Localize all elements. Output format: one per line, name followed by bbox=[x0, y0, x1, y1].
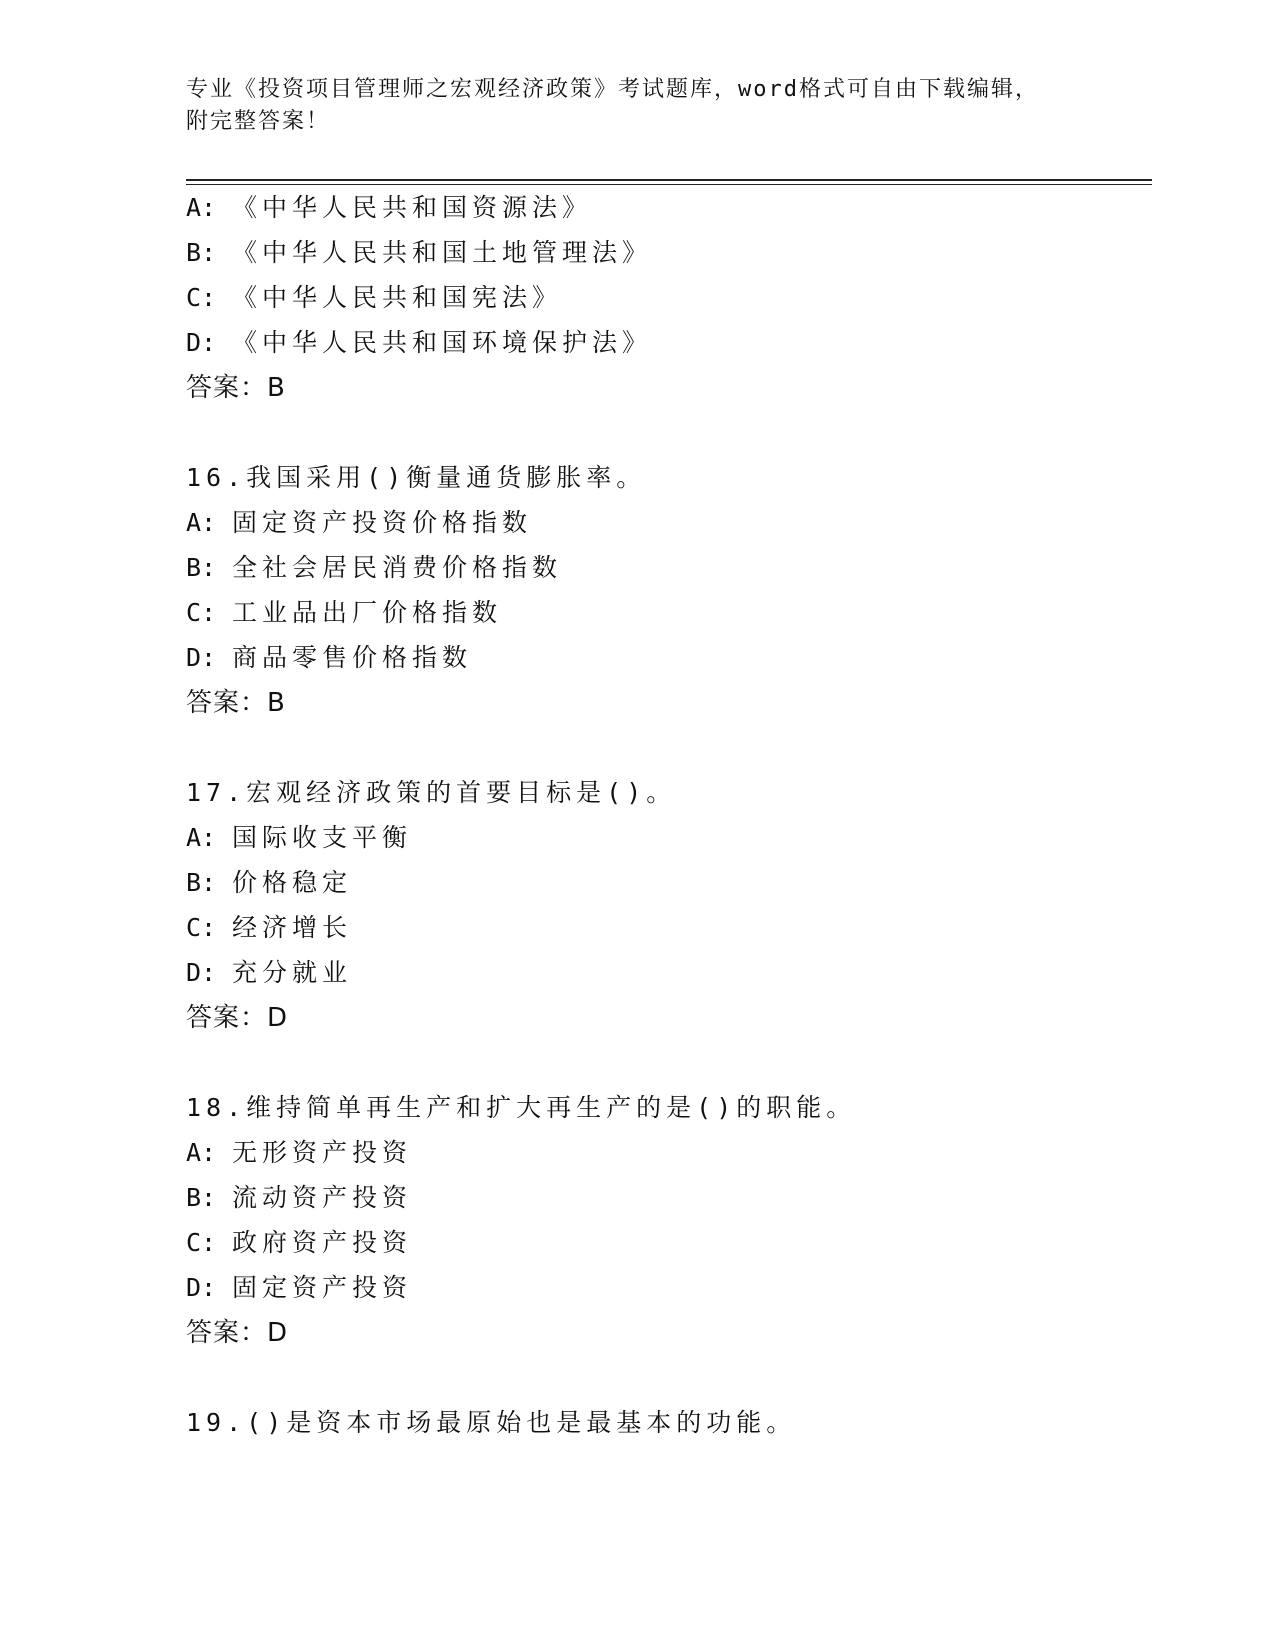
option-label: D: bbox=[186, 643, 217, 672]
option-text: 《中华人民共和国环境保护法》 bbox=[232, 328, 653, 357]
option-text: 商品零售价格指数 bbox=[232, 643, 473, 672]
document-header bbox=[186, 74, 1066, 138]
option-text: 价格稳定 bbox=[232, 868, 353, 897]
option-d bbox=[186, 957, 352, 989]
option-d bbox=[186, 1272, 412, 1304]
option-text: 国际收支平衡 bbox=[232, 823, 413, 852]
option-text: 充分就业 bbox=[232, 958, 353, 987]
option-text: 《中华人民共和国宪法》 bbox=[232, 283, 563, 312]
answer-line: 答案：B bbox=[186, 688, 286, 718]
question-17: 17.宏观经济政策的首要目标是()。 bbox=[186, 778, 677, 807]
option-text: 经济增长 bbox=[232, 913, 353, 942]
answer-line: 答案：D bbox=[186, 1318, 289, 1348]
option-b bbox=[186, 237, 652, 269]
option-text: 全社会居民消费价格指数 bbox=[232, 553, 563, 582]
option-a bbox=[186, 192, 592, 224]
header-line-1: 专业《投资项目管理师之宏观经济政策》考试题库，word格式可自由下载编辑， bbox=[186, 77, 1039, 102]
option-label: B: bbox=[186, 238, 217, 267]
option-label: B: bbox=[186, 553, 217, 582]
option-text: 《中华人民共和国土地管理法》 bbox=[232, 238, 653, 267]
header-rule-thin bbox=[186, 184, 1152, 185]
option-label: A: bbox=[186, 193, 217, 222]
option-label: A: bbox=[186, 823, 217, 852]
option-text: 无形资产投资 bbox=[232, 1138, 413, 1167]
option-a bbox=[186, 822, 412, 854]
question-16: 16.我国采用()衡量通货膨胀率。 bbox=[186, 463, 647, 492]
option-text: 固定资产投资 bbox=[232, 1273, 413, 1302]
option-c bbox=[186, 282, 562, 314]
option-c bbox=[186, 1227, 412, 1259]
option-d bbox=[186, 642, 472, 674]
option-text: 政府资产投资 bbox=[232, 1228, 413, 1257]
option-text: 工业品出厂价格指数 bbox=[232, 598, 503, 627]
option-label: D: bbox=[186, 1273, 217, 1302]
option-label: B: bbox=[186, 868, 217, 897]
option-label: C: bbox=[186, 913, 217, 942]
question-18: 18.维持简单再生产和扩大再生产的是()的职能。 bbox=[186, 1093, 857, 1122]
question-19: 19.()是资本市场最原始也是最基本的功能。 bbox=[186, 1408, 797, 1437]
option-text: 流动资产投资 bbox=[232, 1183, 413, 1212]
header-rule-thick bbox=[186, 179, 1152, 181]
option-label: A: bbox=[186, 1138, 217, 1167]
option-label: B: bbox=[186, 1183, 217, 1212]
option-b bbox=[186, 1182, 412, 1214]
option-label: D: bbox=[186, 958, 217, 987]
answer-line: 答案：D bbox=[186, 1003, 289, 1033]
option-label: D: bbox=[186, 328, 217, 357]
option-text: 《中华人民共和国资源法》 bbox=[232, 193, 593, 222]
option-text: 固定资产投资价格指数 bbox=[232, 508, 533, 537]
option-label: C: bbox=[186, 283, 217, 312]
option-a bbox=[186, 507, 532, 539]
option-b bbox=[186, 552, 562, 584]
option-b bbox=[186, 867, 352, 899]
option-label: C: bbox=[186, 1228, 217, 1257]
option-a bbox=[186, 1137, 412, 1169]
option-d bbox=[186, 327, 652, 359]
answer-line: 答案：B bbox=[186, 373, 286, 403]
header-line-2: 附完整答案！ bbox=[186, 109, 331, 134]
option-label: C: bbox=[186, 598, 217, 627]
option-c bbox=[186, 597, 502, 629]
option-label: A: bbox=[186, 508, 217, 537]
option-c bbox=[186, 912, 352, 944]
